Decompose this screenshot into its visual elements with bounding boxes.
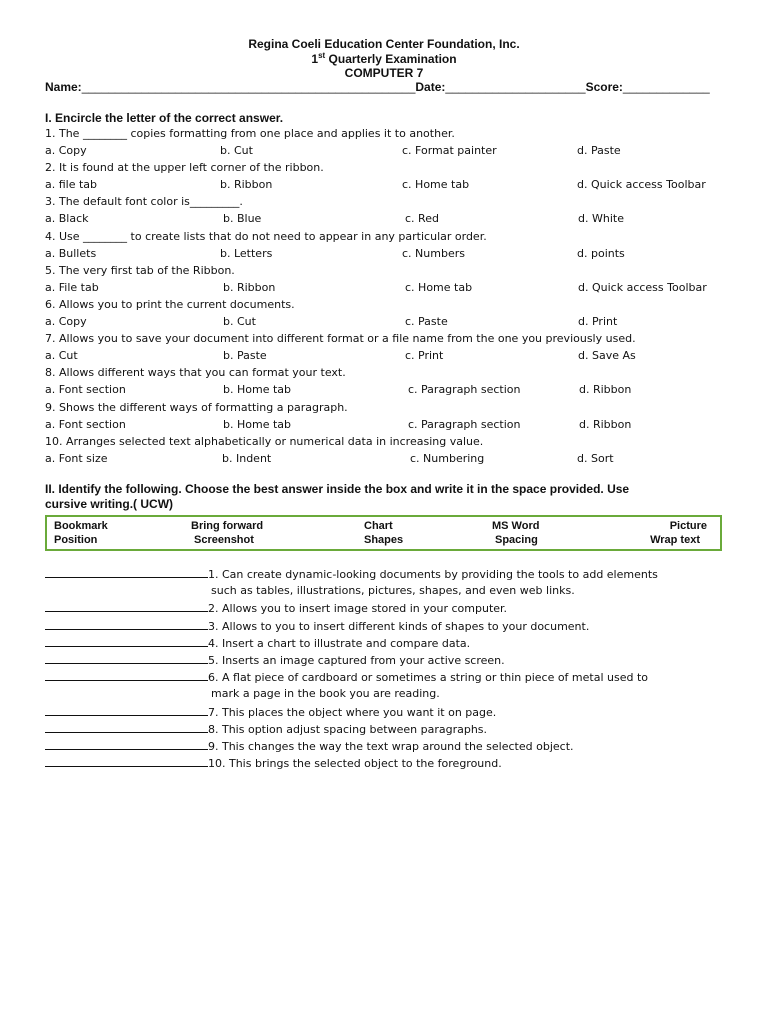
answer-option[interactable]: b. Indent [222,452,272,465]
answer-option[interactable]: a. Bullets [45,247,97,260]
name-label: Name: [45,80,82,94]
identification-item [45,617,589,635]
answer-option[interactable]: a. file tab [45,178,98,191]
word-bank-item: Position [54,534,98,546]
item-text: 6. A flat piece of cardboard or sometimes a string or thin piece of metal used to [208,671,649,684]
word-bank-item: Bookmark [54,520,108,532]
answer-option[interactable]: a. Black [45,212,89,225]
item-text: 2. Allows you to insert image stored in your computer. [208,602,508,615]
section2-title-line2: cursive writing.( UCW) [45,497,174,511]
exam-title-text: Quarterly Examination [325,52,457,66]
question-text: 1. The ________ copies formatting from one place and applies it to another. [45,127,455,140]
question-text: 10. Arranges selected text alphabetically or numerical data in increasing value. [45,435,484,448]
item-text: 1. Can create dynamic-looking documents by providing the tools to add elements [208,568,658,581]
answer-option[interactable]: a. Font size [45,452,108,465]
word-bank-item: MS Word [492,520,540,532]
answer-option[interactable]: b. Cut [223,315,256,328]
subject-title: COMPUTER 7 [344,66,424,80]
item-text: 10. This brings the selected object to the foreground. [208,757,502,770]
score-label: Score: [585,80,623,94]
identification-item [45,737,574,755]
answer-option[interactable]: d. Paste [577,144,621,157]
item-text-continued: mark a page in the book you are reading. [211,687,440,700]
answer-blank[interactable] [45,565,208,578]
answer-blank[interactable] [45,754,208,767]
answer-option[interactable]: a. Copy [45,144,87,157]
answer-blank[interactable] [45,737,208,750]
answer-blank[interactable] [45,703,208,716]
exam-title [0,52,768,66]
question-text: 3. The default font color is_________. [45,195,243,208]
identification-item [45,668,648,686]
answer-option[interactable]: b. Cut [220,144,253,157]
name-field[interactable]: __________________________________________________ [81,80,416,94]
answer-option[interactable]: c. Paste [405,315,448,328]
answer-option[interactable]: a. Font section [45,418,126,431]
answer-option[interactable]: d. points [577,247,625,260]
question-text: 9. Shows the different ways of formatting a paragraph. [45,401,348,414]
item-text: 3. Allows to you to insert different kinds of shapes to your document. [208,620,590,633]
answer-option[interactable]: d. Quick access Toolbar [578,281,707,294]
word-bank-box [45,515,722,551]
question-text: 8. Allows different ways that you can format your text. [45,366,346,379]
answer-option[interactable]: c. Print [405,349,444,362]
question-text: 7. Allows you to save your document into different format or a file name from the one you previously used. [45,332,636,345]
question-text: 5. The very first tab of the Ribbon. [45,264,235,277]
answer-blank[interactable] [45,651,208,664]
answer-blank[interactable] [45,617,208,630]
identification-item [45,565,658,583]
item-text: 9. This changes the way the text wrap around the selected object. [208,740,574,753]
answer-option[interactable]: b. Ribbon [223,281,276,294]
score-field[interactable]: _____________ [622,80,710,94]
word-bank-item: Chart [364,520,393,532]
date-field[interactable]: _____________________ [445,80,586,94]
answer-option[interactable]: c. Paragraph section [408,418,521,431]
answer-option[interactable]: d. Ribbon [579,418,632,431]
exam-number: 1 [311,52,319,66]
answer-option[interactable]: a. Copy [45,315,87,328]
item-text: 7. This places the object where you want it on page. [208,706,497,719]
answer-option[interactable]: a. Cut [45,349,78,362]
answer-blank[interactable] [45,720,208,733]
item-text: 8. This option adjust spacing between paragraphs. [208,723,488,736]
answer-blank[interactable] [45,599,208,612]
answer-option[interactable]: c. Red [405,212,439,225]
answer-option[interactable]: c. Numbers [402,247,465,260]
answer-option[interactable]: d. White [578,212,624,225]
question-text: 4. Use ________ to create lists that do not need to appear in any particular order. [45,230,487,243]
identification-item [45,651,505,669]
word-bank-item: Wrap text [650,534,700,546]
answer-blank[interactable] [45,668,208,681]
answer-option[interactable]: b. Home tab [223,418,291,431]
answer-option[interactable]: c. Home tab [405,281,473,294]
answer-option[interactable]: b. Home tab [223,383,291,396]
answer-option[interactable]: a. File tab [45,281,99,294]
identification-item [45,703,496,721]
answer-option[interactable]: d. Ribbon [579,383,632,396]
student-info-line [45,80,735,95]
word-bank-item: Spacing [495,534,538,546]
exam-ordinal-suffix: st [318,51,326,60]
word-bank-item: Screenshot [194,534,254,546]
section1-title: I. Encircle the letter of the correct answer. [45,111,284,125]
answer-blank[interactable] [45,634,208,647]
answer-option[interactable]: c. Numbering [410,452,485,465]
item-text: 5. Inserts an image captured from your active screen. [208,654,505,667]
answer-option[interactable]: d. Sort [577,452,614,465]
word-bank-item: Bring forward [191,520,264,532]
answer-option[interactable]: c. Home tab [402,178,470,191]
answer-option[interactable]: c. Format painter [402,144,497,157]
section2-title-line1: II. Identify the following. Choose the best answer inside the box and write it in the space provided. Use [45,482,630,496]
answer-option[interactable]: d. Save As [578,349,636,362]
answer-option[interactable]: d. Print [578,315,618,328]
answer-option[interactable]: c. Paragraph section [408,383,521,396]
identification-item [45,754,502,772]
answer-option[interactable]: b. Paste [223,349,267,362]
identification-item [45,634,470,652]
answer-option[interactable]: b. Letters [220,247,273,260]
answer-option[interactable]: a. Font section [45,383,126,396]
question-text: 6. Allows you to print the current documents. [45,298,295,311]
school-name: Regina Coeli Education Center Foundation, Inc. [248,37,520,51]
answer-option[interactable]: b. Ribbon [220,178,273,191]
answer-option[interactable]: d. Quick access Toolbar [577,178,706,191]
answer-option[interactable]: b. Blue [223,212,262,225]
identification-item [45,599,507,617]
item-text-continued: such as tables, illustrations, pictures, shapes, and even web links. [211,584,575,597]
date-label: Date: [415,80,446,94]
word-bank-item: Picture [669,520,707,532]
word-bank-item: Shapes [364,534,404,546]
identification-item [45,720,487,738]
item-text: 4. Insert a chart to illustrate and compare data. [208,637,471,650]
question-text: 2. It is found at the upper left corner of the ribbon. [45,161,324,174]
